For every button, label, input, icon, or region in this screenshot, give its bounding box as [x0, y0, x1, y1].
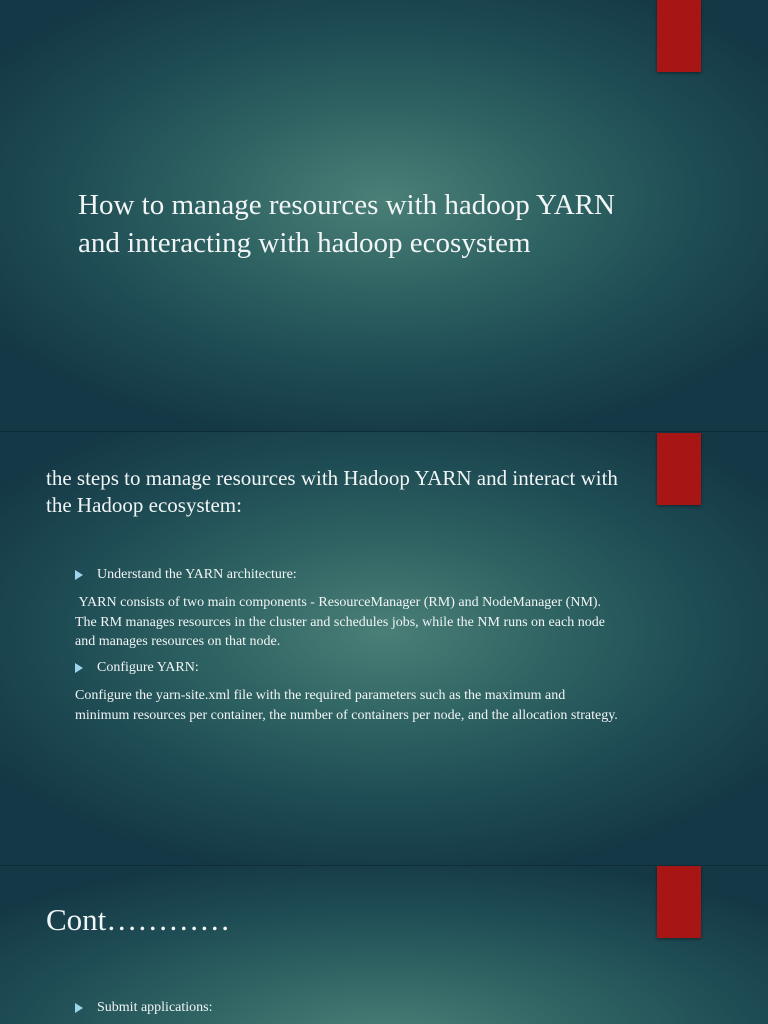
slide-accent-tab [657, 433, 701, 505]
triangle-bullet-icon [75, 570, 83, 580]
content-slide [0, 432, 768, 866]
bullet-item [75, 566, 297, 584]
slide-accent-tab [657, 866, 701, 938]
bullet-item [75, 999, 213, 1017]
title-slide [0, 0, 768, 432]
bullet-label: Configure YARN: [97, 660, 199, 675]
slide-title: How to manage resources with hadoop YARN and interacting with hadoop ecosystem [78, 189, 615, 259]
triangle-bullet-icon [75, 663, 83, 673]
slide-heading: Cont………… [46, 902, 231, 937]
slide-accent-tab [657, 0, 701, 72]
bullet-label: Understand the YARN architecture: [97, 567, 297, 582]
bullet-body-text: Configure the yarn-site.xml file with the required parameters such as the maximum and minimum resources per container, the number of containers per node, and the allocation strategy. [75, 688, 618, 723]
bullet-body-text: YARN consists of two main components - ResourceManager (RM) and NodeManager (NM). The RM manages resources in the cluster and schedules jobs, while the NM runs on each node and manages resources on that node. [75, 595, 609, 649]
continuation-slide [0, 866, 768, 1024]
slide-heading: the steps to manage resources with Hadoop YARN and interact with the Hadoop ecosystem: [46, 466, 618, 517]
bullet-label: Submit applications: [97, 1000, 213, 1015]
triangle-bullet-icon [75, 1003, 83, 1013]
bullet-item [75, 659, 199, 677]
